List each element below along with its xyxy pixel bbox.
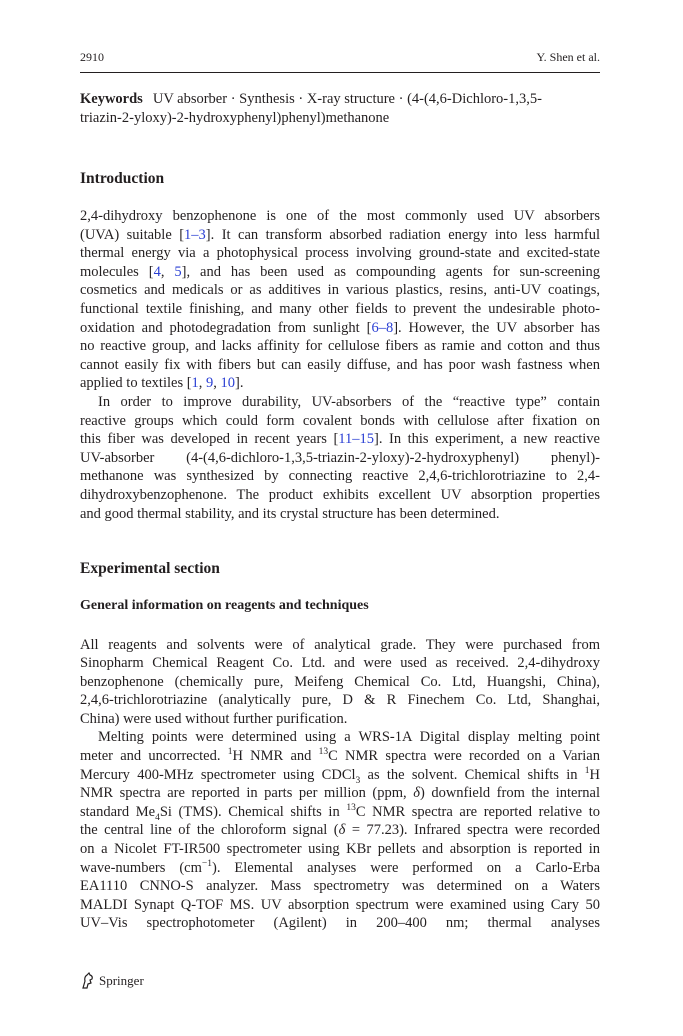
text-line [80, 226, 600, 245]
text-run: UV-absorber (4-(4,6-dichloro-1,3,5-triazin-2-yloxy)-2-hydroxyphenyl) phenyl)- [80, 449, 600, 466]
text-run: and good thermal stability, and its crystal structure has been determined. [80, 505, 500, 522]
citation-link[interactable]: 10 [220, 375, 236, 392]
text-run: wave-numbers (cm [80, 859, 202, 876]
keywords-label: Keywords [80, 91, 143, 107]
text-run: no reactive group, and lacks affinity for cellulose fibers as ramie and cotton and thus [80, 338, 600, 355]
text-run: meter and uncorrected. [80, 748, 228, 765]
text-run: In order to improve durability, UV-absorbers of the “reactive type” contain [98, 393, 600, 410]
text-run: (UVA) suitable [ [80, 226, 185, 243]
springer-horse-icon [80, 972, 96, 990]
text-run: reactive groups which could form covalent bonds with cellulose after fixation on [80, 412, 600, 429]
superscript: −1 [201, 858, 212, 869]
text-line [80, 654, 600, 673]
superscript: 13 [318, 747, 329, 758]
subscript: 3 [355, 775, 361, 786]
superscript: 1 [227, 747, 233, 758]
text-run: molecules [ [80, 263, 154, 280]
italic-symbol: δ [338, 822, 346, 839]
text-run: ]. It can transform absorbed radiation energy into less harmful [205, 226, 600, 243]
text-line [80, 244, 600, 263]
text-line [80, 281, 600, 300]
running-head: Y. Shen et al. [536, 50, 600, 64]
keywords-line-1: UV absorber · Synthesis · X-ray structure · (4-(4,6-Dichloro-1,3,5- [152, 91, 542, 107]
text-line [80, 821, 600, 840]
superscript: 1 [584, 765, 590, 776]
text-line [80, 840, 600, 859]
text-line [80, 356, 600, 375]
text-run: applied to textiles [ [80, 375, 192, 392]
keywords-line-2: triazin-2-yloxy)-2-hydroxyphenyl)phenyl)methanone [80, 109, 390, 126]
text-run: MALDI Synapt Q-TOF MS. UV absorption spectrum were examined using Cary 50 [80, 896, 600, 913]
text-run: thermal energy via a photophysical process involving ground-state and excited-state [80, 245, 600, 262]
text-line [80, 486, 600, 505]
citation-link[interactable]: 1–3 [184, 226, 206, 243]
citation-link[interactable]: 4 [153, 263, 161, 280]
italic-symbol: δ [413, 785, 420, 802]
publisher-name: Springer [99, 973, 144, 988]
text-run: , [160, 263, 175, 280]
text-line [80, 747, 600, 766]
text-line [80, 877, 600, 896]
text-line [80, 337, 600, 356]
text-line [80, 766, 600, 785]
text-line [80, 207, 600, 226]
text-line [80, 300, 600, 319]
text-run: ]. However, the UV absorber has [393, 319, 600, 336]
text-run: H [589, 766, 600, 783]
text-line [80, 636, 600, 655]
text-run: 2,4-dihydroxy benzophenone is one of the most commonly used UV absorbers [80, 208, 600, 224]
text-run: , [213, 375, 221, 392]
section-heading-experimental: Experimental section [80, 560, 220, 577]
text-line [80, 803, 600, 822]
text-line [80, 691, 600, 710]
text-run: C NMR spectra were recorded on a Varian [328, 748, 600, 765]
text-run: Sinopharm Chemical Reagent Co. Ltd. and were used as received. 2,4-dihydroxy [80, 655, 600, 672]
text-run: the central line of the chloroform signal ( [80, 822, 339, 839]
text-run: functional textile finishing, and many other fields to prevent the undesirable photo- [80, 300, 600, 317]
text-run: ) downfield from the internal [419, 785, 600, 802]
text-run: ]. [235, 375, 244, 392]
text-line [80, 430, 600, 449]
text-run: Mercury 400-MHz spectrometer using CDCl [80, 766, 356, 783]
citation-link[interactable]: 1 [191, 375, 199, 392]
text-run: , [198, 375, 207, 392]
text-run: China) were used without further purification. [80, 710, 348, 727]
text-line [80, 263, 600, 282]
text-run: cosmetics and medicals or as additives in various plastics, resins, anti-UV coatings, [80, 282, 600, 299]
citation-link[interactable]: 9 [206, 375, 214, 392]
text-line [80, 728, 600, 747]
text-line [80, 393, 600, 412]
text-run: on a Nicolet FT-IR500 spectrometer using KBr pellets and absorption is reported in [80, 841, 600, 858]
text-run: dihydroxybenzophenone. The product exhibits excellent UV absorption properties [80, 486, 600, 503]
text-run: EA1110 CNNO-S analyzer. Mass spectrometry was determined on a Waters [80, 878, 600, 895]
subsection-heading-general-information: General information on reagents and techniques [80, 598, 369, 613]
text-run: oxidation and photodegradation from sunlight [ [80, 319, 372, 336]
introduction-body [80, 207, 600, 523]
text-run: this fiber was developed in recent years [ [80, 431, 339, 448]
superscript: 13 [346, 803, 356, 814]
text-line [80, 710, 600, 729]
page-number: 2910 [80, 50, 104, 64]
text-line [80, 412, 600, 431]
citation-link[interactable]: 11–15 [338, 431, 375, 448]
text-run: C NMR spectra are reported relative to [355, 803, 600, 820]
text-run: NMR spectra are reported in parts per million (ppm, [80, 785, 414, 802]
text-run: benzophenone (chemically pure, Meifeng Chemical Co. Ltd, Huangshi, China), [80, 673, 600, 690]
text-line [80, 896, 600, 915]
text-run: Si (TMS). Chemical shifts in [159, 803, 347, 820]
citation-link[interactable]: 5 [174, 263, 182, 280]
text-run: 2,4,6-trichlorotriazine (analytically pure, D & R Finechem Co. Ltd, Shanghai, [80, 692, 600, 709]
text-line [80, 374, 600, 393]
text-run: standard Me [80, 803, 156, 820]
subscript: 4 [155, 812, 160, 823]
text-run: ]. In this experiment, a new reactive [374, 431, 600, 448]
keywords [80, 90, 600, 127]
text-run: ). Elemental analyses were performed on a Carlo-Erba [211, 859, 601, 876]
publisher-footer [80, 972, 144, 990]
text-line [80, 859, 600, 878]
text-line [80, 505, 600, 524]
section-heading-introduction: Introduction [80, 170, 165, 187]
text-run: H NMR and [232, 748, 319, 765]
text-run: as the solvent. Chemical shifts in [360, 766, 585, 783]
text-line [80, 784, 600, 803]
header-rule [80, 72, 600, 73]
text-run: UV–Vis spectrophotometer (Agilent) in 200–400 nm; thermal analyses [80, 915, 600, 932]
text-run: = 77.23). Infrared spectra were recorded [345, 822, 601, 839]
text-run: All reagents and solvents were of analytical grade. They were purchased from [80, 636, 600, 653]
text-line [80, 319, 600, 338]
text-run: Melting points were determined using a WRS-1A Digital display melting point [98, 729, 600, 746]
experimental-body [80, 636, 600, 934]
text-line [80, 914, 600, 933]
text-run: cannot easily fix with fibers but can easily diffuse, and has poor wash fastness when [80, 356, 600, 373]
text-line [80, 673, 600, 692]
citation-link[interactable]: 6–8 [371, 319, 394, 336]
text-line [80, 467, 600, 486]
text-run: ], and has been used as compounding agents for sun-screening [181, 263, 601, 280]
text-line [80, 449, 600, 468]
text-run: methanone was synthesized by connecting reactive 2,4,6-trichlorotriazine to 2,4- [80, 468, 600, 485]
